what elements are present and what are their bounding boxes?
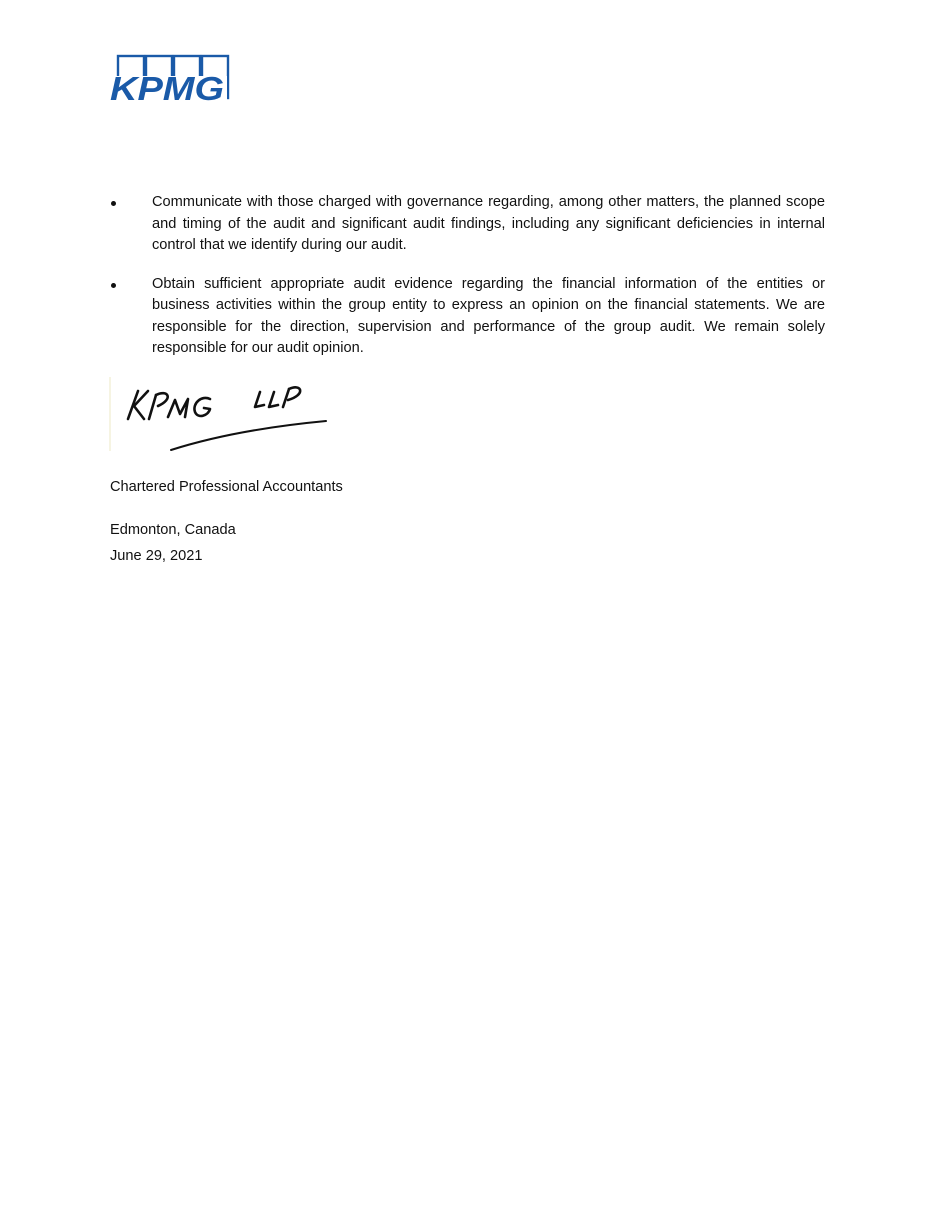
bullet-item <box>110 192 825 257</box>
bullet-dot-icon <box>111 201 116 206</box>
signature <box>108 375 338 455</box>
signing-date: June 29, 2021 <box>110 548 203 564</box>
svg-text:KPMG: KPMG <box>110 70 224 104</box>
audit-responsibilities-list <box>110 192 825 377</box>
bullet-text: Communicate with those charged with governance regarding, among other matters, the planned scope and timing of the audit and significant audit findings, including any significant deficiencies in internal control that we identify during our audit. <box>152 194 825 253</box>
signing-location: Edmonton, Canada <box>110 522 236 538</box>
kpmg-logo <box>109 54 231 104</box>
bullet-text: Obtain sufficient appropriate audit evidence regarding the financial information of the entities or business activities within the group entity to express an opinion on the financial statements. We are responsible for the direction, supervision and performance of the group audit. We remain solely responsible for our audit opinion. <box>152 275 825 356</box>
kpmg-logo-graphic <box>109 54 231 104</box>
firm-designation: Chartered Professional Accountants <box>110 479 343 495</box>
signature-graphic <box>108 375 338 455</box>
bullet-dot-icon <box>111 283 116 288</box>
bullet-item <box>110 274 825 360</box>
